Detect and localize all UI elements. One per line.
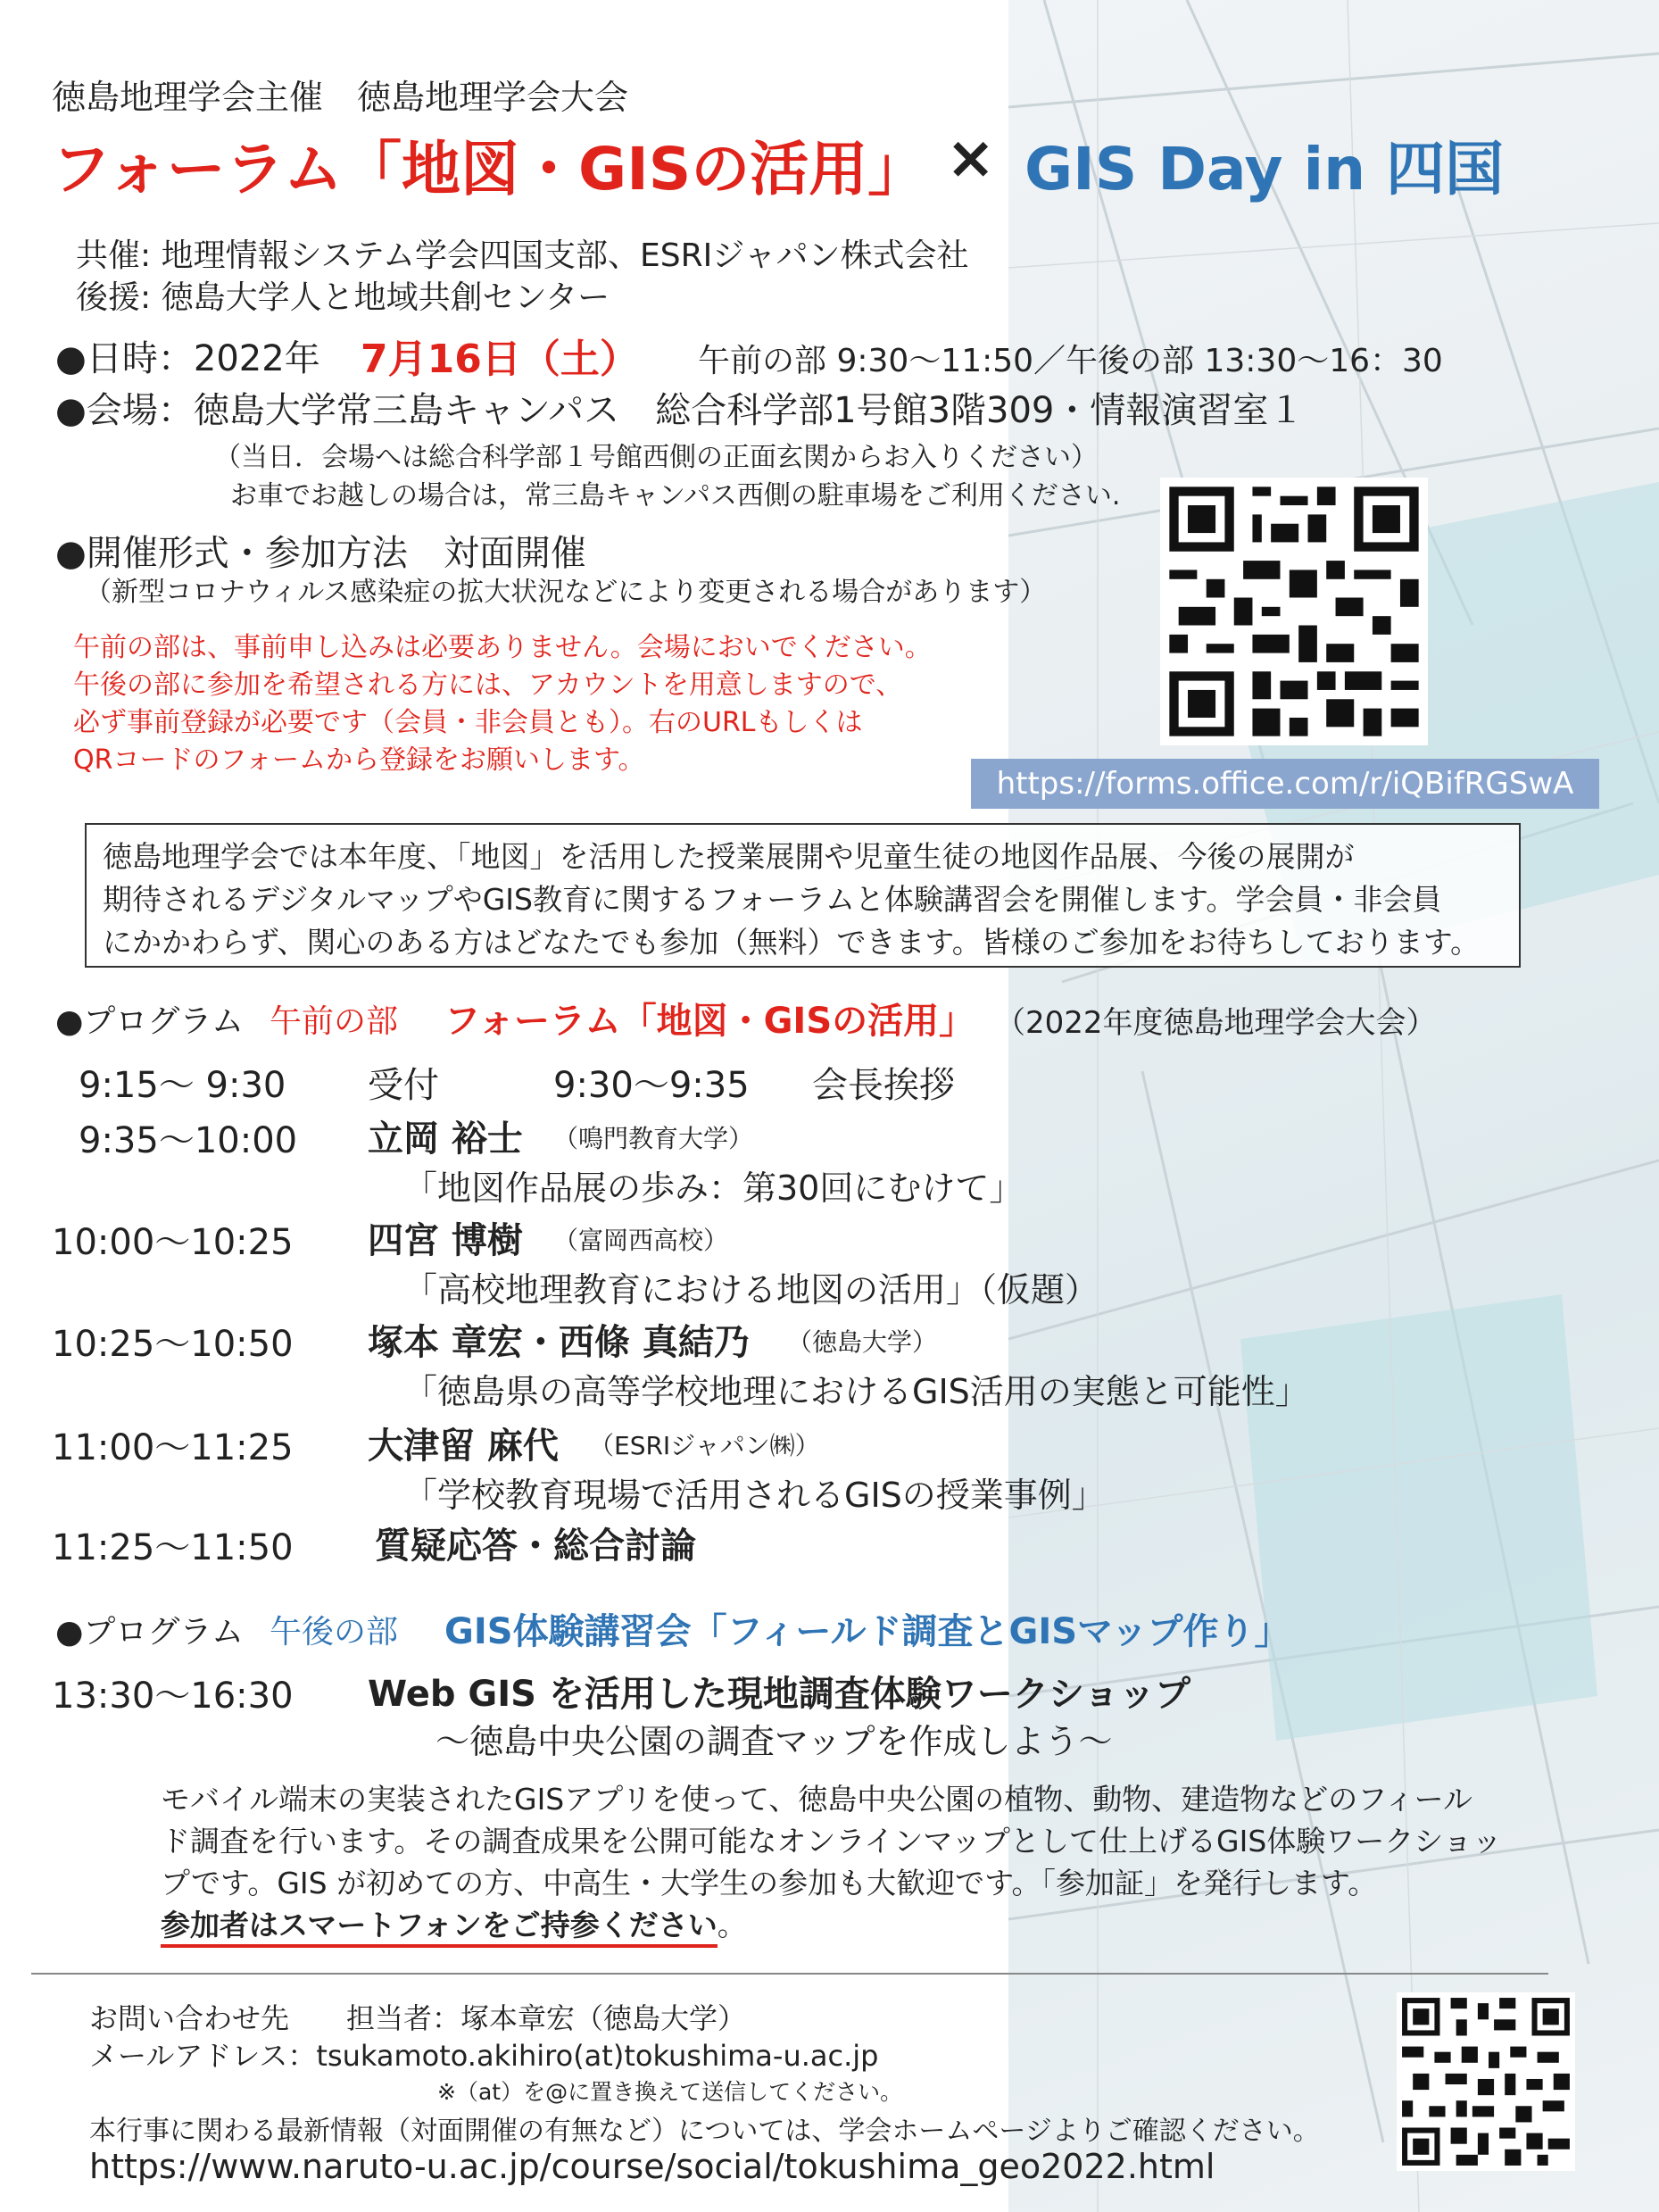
speaker-affiliation: （鳴門教育大学）: [553, 1124, 754, 1153]
cohost-text: 共催: 地理情報システム学会四国支部、ESRIジャパン株式会社: [76, 237, 969, 274]
speaker-affiliation: （徳島大学）: [787, 1327, 938, 1357]
program-pm-title: GIS体験講習会「フィールド調査とGISマップ作り」: [444, 1611, 1290, 1652]
footer-divider: [31, 1973, 1548, 1975]
bring-smartphone-text: 参加者はスマートフォンをご持参ください: [161, 1908, 718, 1948]
intro-box: [85, 823, 1521, 968]
reception-time: 9:15～ 9:30: [79, 1065, 286, 1106]
contact-person: お問い合わせ先 担当者：塚本章宏（徳島大学）: [89, 2001, 747, 2035]
format-red-line: QRコードのフォームから登録をお願いします。: [73, 744, 645, 776]
format-label: ●開催形式・参加方法 対面開催: [55, 533, 586, 574]
venue-note-parking: お車でお越しの場合は，常三島キャンパス西側の駐車場をご利用ください.: [230, 480, 1121, 511]
session-time: 11:00～11:25: [52, 1427, 294, 1468]
talk-title: 「学校教育現場で活用されるGISの授業事例」: [403, 1476, 1106, 1515]
intro-line: 期待されるデジタルマップやGIS教育に関するフォーラムと体験講習会を開催します。学会員・非会員: [103, 882, 1442, 917]
session-time: 10:25～10:50: [52, 1324, 294, 1365]
format-red-line: 必ず事前登録が必要です（会員・非会員とも）。右のURLもしくは: [73, 707, 863, 738]
format-red-line: 午前の部は、事前申し込みは必要ありません。会場においでください。: [73, 632, 932, 663]
speaker-name: 大津留 麻代: [368, 1426, 559, 1467]
workshop-desc-line: ド調査を行います。その調査成果を公開可能なオンラインマップとして仕上げるGIS体験ワークショッ: [161, 1824, 1502, 1859]
support-text: 後援: 徳島大学人と地域共創センター: [76, 279, 610, 316]
talk-title: 「高校地理教育における地図の活用」（仮題）: [403, 1270, 1099, 1310]
contact-info-note: 本行事に関わる最新情報（対面開催の有無など）については、学会ホームページよりご確認ください。: [89, 2116, 1320, 2147]
website-url-link[interactable]: https://www.naruto-u.ac.jp/course/social/tokushima_geo2022.html: [89, 2147, 1215, 2186]
workshop-subtitle: ～徳島中央公園の調査マップを作成しよう～: [435, 1722, 1113, 1761]
title-forum: フォーラム「地図・GISの活用」: [52, 135, 927, 204]
qa-time: 11:25～11:50: [52, 1527, 294, 1568]
date-label: ●日時：2022年: [55, 338, 320, 379]
organizer-text: 徳島地理学会主催 徳島地理学会大会: [52, 78, 629, 117]
qr-code-form-icon[interactable]: [1160, 478, 1428, 745]
session-time: 9:35～10:00: [79, 1120, 298, 1161]
format-red-line: 午後の部に参加を希望される方には、アカウントを用意しますので、: [73, 669, 903, 701]
talk-title: 「地図作品展の歩み：第30回にむけて」: [403, 1168, 1024, 1208]
speaker-affiliation: （ESRIジャパン㈱）: [589, 1431, 820, 1460]
program-am-part: 午前の部: [270, 1003, 399, 1040]
intro-line: 徳島地理学会では本年度、「地図」を活用した授業展開や児童生徒の地図作品展、今後の展開が: [103, 839, 1355, 874]
bring-end: 。: [717, 1908, 747, 1942]
workshop-desc-line: モバイル端末の実装されたGISアプリを使って、徳島中央公園の植物、動物、建造物などのフィール: [161, 1782, 1472, 1817]
format-note: （新型コロナウィルス感染症の拡大状況などにより変更される場合があります）: [85, 577, 1047, 608]
workshop-desc-line: プです。GIS が初めての方、中高生・大学生の参加も大歓迎です。「参加証」を発行します。: [161, 1866, 1378, 1900]
form-url-link[interactable]: https://forms.office.com/r/iQBifRGSwA: [971, 759, 1599, 809]
program-am-label: ●プログラム: [55, 1003, 245, 1040]
contact-email: メールアドレス：tsukamoto.akihiro(at)tokushima-u.ac.jp: [89, 2039, 879, 2073]
speaker-name: 立岡 裕士: [368, 1118, 523, 1160]
greeting-time: 9:30～9:35: [553, 1065, 750, 1106]
talk-title: 「徳島県の高等学校地理におけるGIS活用の実態と可能性」: [403, 1372, 1309, 1411]
speaker-name: 四宮 博樹: [368, 1220, 523, 1261]
program-pm-part: 午後の部: [270, 1614, 399, 1651]
bring-notice: [161, 1902, 747, 1944]
speaker-affiliation: （富岡西高校）: [553, 1226, 729, 1255]
speaker-name: 塚本 章宏・西條 真結乃: [368, 1322, 750, 1363]
session-times: 午前の部 9:30～11:50／午後の部 13:30～16：30: [698, 343, 1443, 379]
date-value: 7月16日（土）: [361, 337, 639, 382]
workshop-title: Web GIS を活用した現地調査体験ワークショップ: [368, 1674, 1191, 1715]
venue-note-entrance: （当日．会場へは総合科学部１号館西側の正面玄関からお入りください）: [214, 442, 1098, 473]
contact-email-note: ※（at）を@に置き換えて送信してください。: [437, 2079, 903, 2105]
reception-label: 受付: [368, 1065, 439, 1106]
program-pm-label: ●プログラム: [55, 1614, 245, 1651]
qa-label: 質疑応答・総合討論: [375, 1526, 696, 1567]
title-cross: ×: [946, 123, 996, 192]
qr-code-web-icon[interactable]: [1397, 1992, 1575, 2171]
title-gisday: GIS Day in 四国: [1024, 135, 1505, 204]
intro-line: にかかわらず、関心のある方はどなたでも参加（無料）できます。皆様のご参加をお待ちしております。: [103, 925, 1481, 960]
greeting-label: 会長挨拶: [812, 1065, 955, 1106]
program-am-sub: （2022年度徳島地理学会大会）: [995, 1005, 1437, 1041]
workshop-time: 13:30～16:30: [52, 1676, 294, 1717]
venue-label: ●会場：徳島大学常三島キャンパス 総合科学部1号館3階309・情報演習室１: [55, 390, 1305, 431]
session-time: 10:00～10:25: [52, 1222, 294, 1263]
program-am-title: フォーラム「地図・GISの活用」: [444, 1001, 975, 1042]
